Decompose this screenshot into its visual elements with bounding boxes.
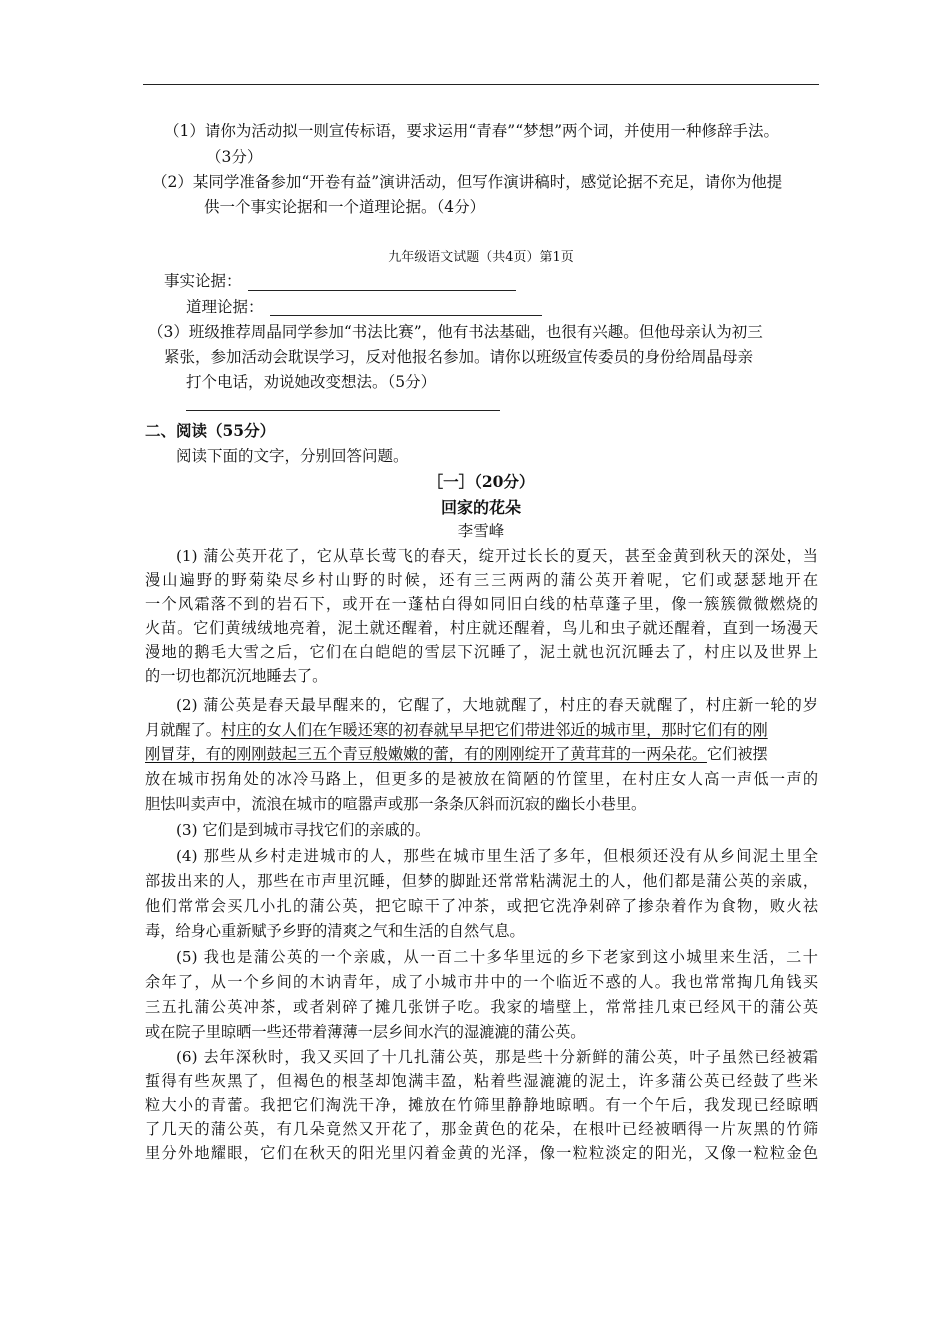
paragraph-1-line: 火苗。它们黄绒绒地亮着，泥土就还醒着，村庄就还醒着，鸟儿和虫子就还醒着，直到一场漫天 <box>145 619 818 637</box>
paragraph-2-line <box>145 720 818 740</box>
reason-answer-blank[interactable] <box>270 315 542 316</box>
question-2-line-2: 供一个事实论据和一个道理论据。（4分） <box>204 198 486 216</box>
paragraph-2-line: (2) 蒲公英是春天最早醒来的，它醒了，大地就醒了，村庄的春天就醒了，村庄新一轮的岁 <box>176 696 818 714</box>
paragraph-5-line: 三五扎蒲公英冲茶，或者剁碎了摊几张饼子吃。我家的墙壁上，常常挂几束已经风干的蒲公英 <box>145 998 818 1016</box>
section-title: 二、阅读（55分） <box>145 421 276 440</box>
article-author: 李雪峰 <box>457 522 505 540</box>
question-1-line-2: （3分） <box>206 148 263 166</box>
page-footer: 九年级语文试题（共4页）第1页 <box>388 250 574 265</box>
paragraph-5-line: (5) 我也是蒲公英的一个亲戚，从一百二十多华里远的乡下老家到这小城里来生活，二十 <box>176 948 818 966</box>
reason-label: 道理论据： <box>186 298 264 316</box>
question-3-line-2: 紧张，参加活动会耽误学习，反对他报名参加。请你以班级宣传委员的身份给周晶母亲 <box>164 348 754 366</box>
paragraph-4-line: 毒，给身心重新赋予乡野的清爽之气和生活的自然气息。 <box>145 922 525 940</box>
paragraph-2-line <box>145 744 818 764</box>
paragraph-1-line: (1) 蒲公英开花了，它从草长莺飞的春天，绽开过长长的夏天，甚至金黄到秋天的深处，当 <box>176 547 818 565</box>
paragraph-6-line: 粒大小的青蕾。我把它们淘洗干净，摊放在竹筛里静静地晾晒。有一个午后，我发现已经晾晒 <box>145 1096 818 1114</box>
paragraph-4-line: 他们常常会买几小扎的蒲公英，把它晾干了冲茶，或把它洗净剁碎了掺杂着作为食物，败火祛 <box>145 897 818 915</box>
question-3-line-1: （3）班级推荐周晶同学参加“书法比赛”，他有书法基础，也很有兴趣。但他母亲认为初三 <box>148 323 763 341</box>
paragraph-2-line: 放在城市拐角处的冰冷马路上，但更多的是被放在简陋的竹筐里，在村庄女人高一声低一声的 <box>145 770 818 788</box>
paragraph-2-text: 它们被摆 <box>706 745 768 763</box>
paragraph-2-text: 月就醒了。 <box>145 721 221 739</box>
article-title: 回家的花朵 <box>440 498 521 517</box>
fact-label: 事实论据： <box>164 272 242 290</box>
paragraph-1-line: 漫山遍野的野菊染尽乡村山野的时候，还有三三两两的蒲公英开着呢，它们或瑟瑟地开在 <box>145 571 818 589</box>
paragraph-1-line: 一个风霜落不到的岩石下，或开在一蓬枯白得如同旧白线的枯草蓬子里，像一簇簇微微燃烧的 <box>145 595 818 613</box>
underlined-sentence: 刚冒芽，有的刚刚鼓起三五个青豆般嫩嫩的蕾，有的刚刚绽开了黄茸茸的一两朵花。 <box>145 745 707 763</box>
paragraph-2-line: 胆怯叫卖声中，流浪在城市的喧嚣声或那一条条仄斜而沉寂的幽长小巷里。 <box>145 795 647 813</box>
paragraph-3: (3) 它们是到城市寻找它们的亲戚的。 <box>176 821 431 839</box>
underlined-sentence: 村庄的女人们在乍暖还寒的初春就早早把它们带进邻近的城市里，那时它们有的刚 <box>220 721 768 739</box>
paragraph-6-line: 蜇得有些灰黑了，但褐色的根茎却饱满丰盈，粘着些湿漉漉的泥土，许多蒲公英已经鼓了些米 <box>145 1072 818 1090</box>
paragraph-6-line: (6) 去年深秋时，我又买回了十几扎蒲公英，那是些十分新鲜的蒲公英，叶子虽然已经被霜 <box>176 1048 818 1066</box>
paragraph-6-line: 了几天的蒲公英，有几朵竟然又开花了，那金黄色的花朵，在根叶已经被晒得一片灰黑的竹筛 <box>145 1120 818 1138</box>
part-title: ［一］（20分） <box>427 472 535 491</box>
question-1-line-1: （1）请你为活动拟一则宣传标语，要求运用“青春”“梦想”两个词，并使用一种修辞手法。 <box>164 122 780 140</box>
question-2-line-1: （2）某同学准备参加“开卷有益”演讲活动，但写作演讲稿时，感觉论据不充足，请你为他提 <box>152 173 783 191</box>
fact-answer-blank[interactable] <box>248 290 516 291</box>
reading-instruction: 阅读下面的文字，分别回答问题。 <box>176 447 409 465</box>
paragraph-6-line: 里分外地耀眼，它们在秋天的阳光里闪着金黄的光泽，像一粒粒淡定的阳光，又像一粒粒金色 <box>145 1144 818 1162</box>
top-rule <box>143 84 819 85</box>
paragraph-1-line: 漫地的鹅毛大雪之后，它们在白皑皑的雪层下沉睡了，泥土就也沉沉睡去了，村庄以及世界上 <box>145 643 818 661</box>
question-3-line-3: 打个电话，劝说她改变想法。（5分） <box>186 373 437 391</box>
paragraph-5-line: 余年了，从一个乡间的木讷青年，成了小城市井中的一个临近不惑的人。我也常常掏几角钱买 <box>145 973 818 991</box>
paragraph-1-line: 的一切也都沉沉地睡去了。 <box>145 667 328 685</box>
question-3-answer-blank[interactable] <box>186 410 500 411</box>
paragraph-5-line: 或在院子里晾晒一些还带着薄薄一层乡间水汽的湿漉漉的蒲公英。 <box>145 1023 586 1041</box>
paragraph-4-line: (4) 那些从乡村走进城市的人，那些在城市里生活了多年，但根须还没有从乡间泥土里全 <box>176 847 818 865</box>
paragraph-4-line: 部拔出来的人，那些在市声里沉睡，但梦的脚趾还常常粘满泥土的人，他们都是蒲公英的亲戚， <box>145 872 818 890</box>
